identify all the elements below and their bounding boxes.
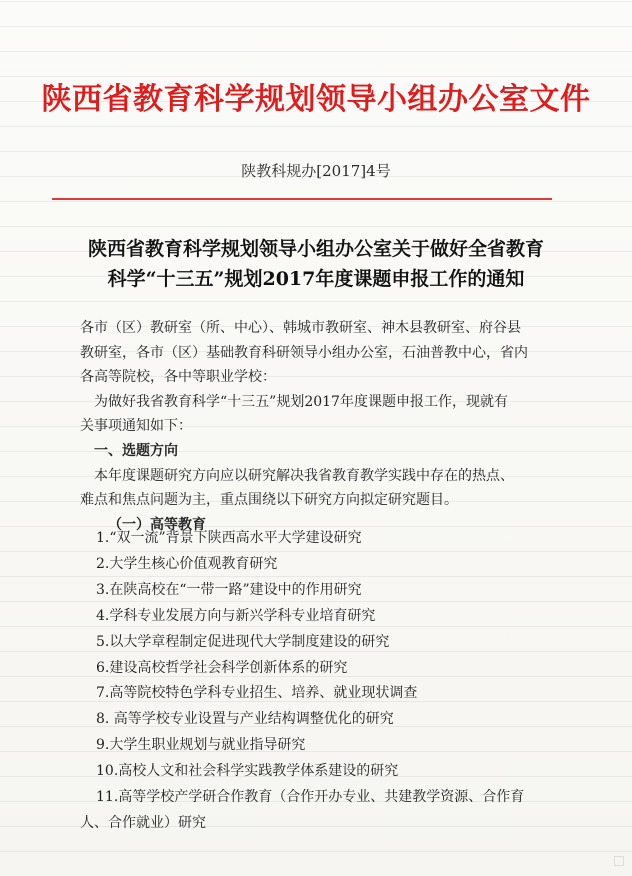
- intro-line-1: 为做好我省教育科学“十三五”规划2017年度课题申报工作，现就有: [94, 393, 508, 410]
- topic-item: 10.高校人文和社会科学实践教学体系建设的研究: [96, 763, 399, 780]
- topic-item: 9.大学生职业规划与就业指导研究: [96, 737, 306, 754]
- subsection-heading: （一）高等教育: [108, 516, 206, 533]
- topic-item: 8. 高等学校专业设置与产业结构调整优化的研究: [96, 711, 394, 728]
- topic-item: 1.“双一流”背景下陕西高水平大学建设研究: [96, 530, 362, 546]
- section-heading: 一、选题方向: [94, 442, 178, 459]
- recipients-line-3: 各高等院校，各中等职业学校：: [80, 369, 276, 386]
- document-body: [80, 316, 550, 537]
- intro-line-2: 关事项通知如下：: [80, 418, 192, 435]
- topic-item: 11.高等学校产学研合作教育（合作开办专业、共建教学资源、合作育: [96, 789, 525, 806]
- notice-title: [40, 234, 592, 294]
- notice-title-line-1: 陕西省教育科学规划领导小组办公室关于做好全省教育: [87, 238, 544, 260]
- document-number: 陕教科规办[2017]4号: [241, 162, 391, 180]
- recipients-line-1: 各市（区）教研室（所、中心）、韩城市教研室、神木县教研室、府谷县: [80, 320, 521, 336]
- topic-item-continuation: 人、合作就业）研究: [80, 814, 206, 831]
- document-header-title: 陕西省教育科学规划领导小组办公室文件: [41, 82, 591, 117]
- topic-item: 3.在陕高校在“一带一路”建设中的作用研究: [96, 581, 362, 598]
- topic-item: 4.学科专业发展方向与新兴学科专业培育研究: [96, 607, 376, 624]
- section-paragraph-line-1: 本年度课题研究方向应以研究解决我省教育教学实践中存在的热点、: [94, 467, 514, 484]
- topic-list: [80, 526, 566, 837]
- topic-item: 6.建设高校哲学社会科学创新体系的研究: [96, 659, 348, 676]
- recipients-line-2: 教研室，各市（区）基础教育科研领导小组办公室，石油普教中心，省内: [80, 344, 528, 361]
- notice-title-line-2: 科学“十三五”规划2017年度课题申报工作的通知: [107, 268, 525, 290]
- topic-item: 2.大学生核心价值观教育研究: [96, 555, 278, 572]
- topic-item: 7.高等院校特色学科专业招生、培养、就业现状调查: [96, 685, 418, 702]
- scan-corner-icon: [614, 856, 624, 866]
- red-divider-line: [52, 198, 552, 200]
- topic-item: 5.以大学章程制定促进现代大学制度建设的研究: [96, 633, 390, 650]
- section-paragraph-line-2: 难点和焦点问题为主，重点围绕以下研究方向拟定研究题目。: [80, 492, 458, 509]
